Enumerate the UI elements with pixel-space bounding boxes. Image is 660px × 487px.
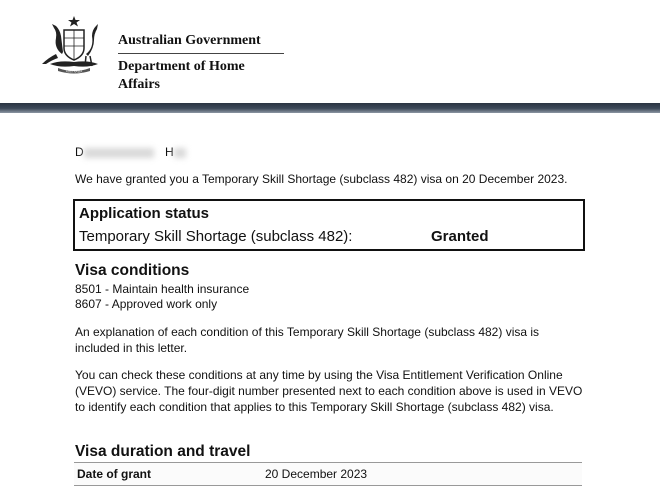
svg-text:AUSTRALIA: AUSTRALIA	[65, 69, 83, 74]
branding-divider	[118, 53, 284, 54]
government-branding	[118, 32, 284, 94]
status-value: Granted	[431, 228, 489, 245]
application-status-title: Application status	[79, 205, 210, 222]
recipient-last-initial: H	[165, 145, 174, 159]
recipient-name	[75, 145, 195, 159]
coat-of-arms-logo	[36, 14, 112, 76]
conditions-explanation: An explanation of each condition of this Temporary Skill Shortage (subclass 482) visa is included in this letter.	[75, 325, 540, 355]
vevo-note: You can check these conditions at any time by using the Visa Entitlement Verification Online (VEVO) service. The four-digit number presented next to each condition above is used in VEVO to identify each condition that applies to this Temporary Skill Shortage (subclass 482) visa.	[75, 368, 583, 414]
duration-travel-heading: Visa duration and travel	[75, 443, 251, 460]
header-banner	[0, 103, 660, 113]
date-of-grant-value: 20 December 2023	[265, 467, 368, 481]
department-name: Department of Home Affairs	[118, 59, 245, 92]
visa-conditions-heading: Visa conditions	[75, 262, 190, 279]
date-of-grant-row	[74, 462, 582, 486]
condition-item: 8501 - Maintain health insurance	[75, 282, 250, 296]
government-name: Australian Government	[118, 33, 261, 48]
condition-item: 8607 - Approved work only	[75, 297, 218, 311]
visa-type-label: Temporary Skill Shortage (subclass 482):	[79, 228, 353, 245]
grant-statement: We have granted you a Temporary Skill Shortage (subclass 482) visa on 20 December 2023.	[75, 172, 568, 186]
redaction-blur	[174, 148, 186, 158]
redaction-blur	[84, 148, 154, 158]
application-status-box	[73, 199, 585, 251]
date-of-grant-label: Date of grant	[77, 467, 152, 481]
recipient-first-initial: D	[75, 145, 84, 159]
